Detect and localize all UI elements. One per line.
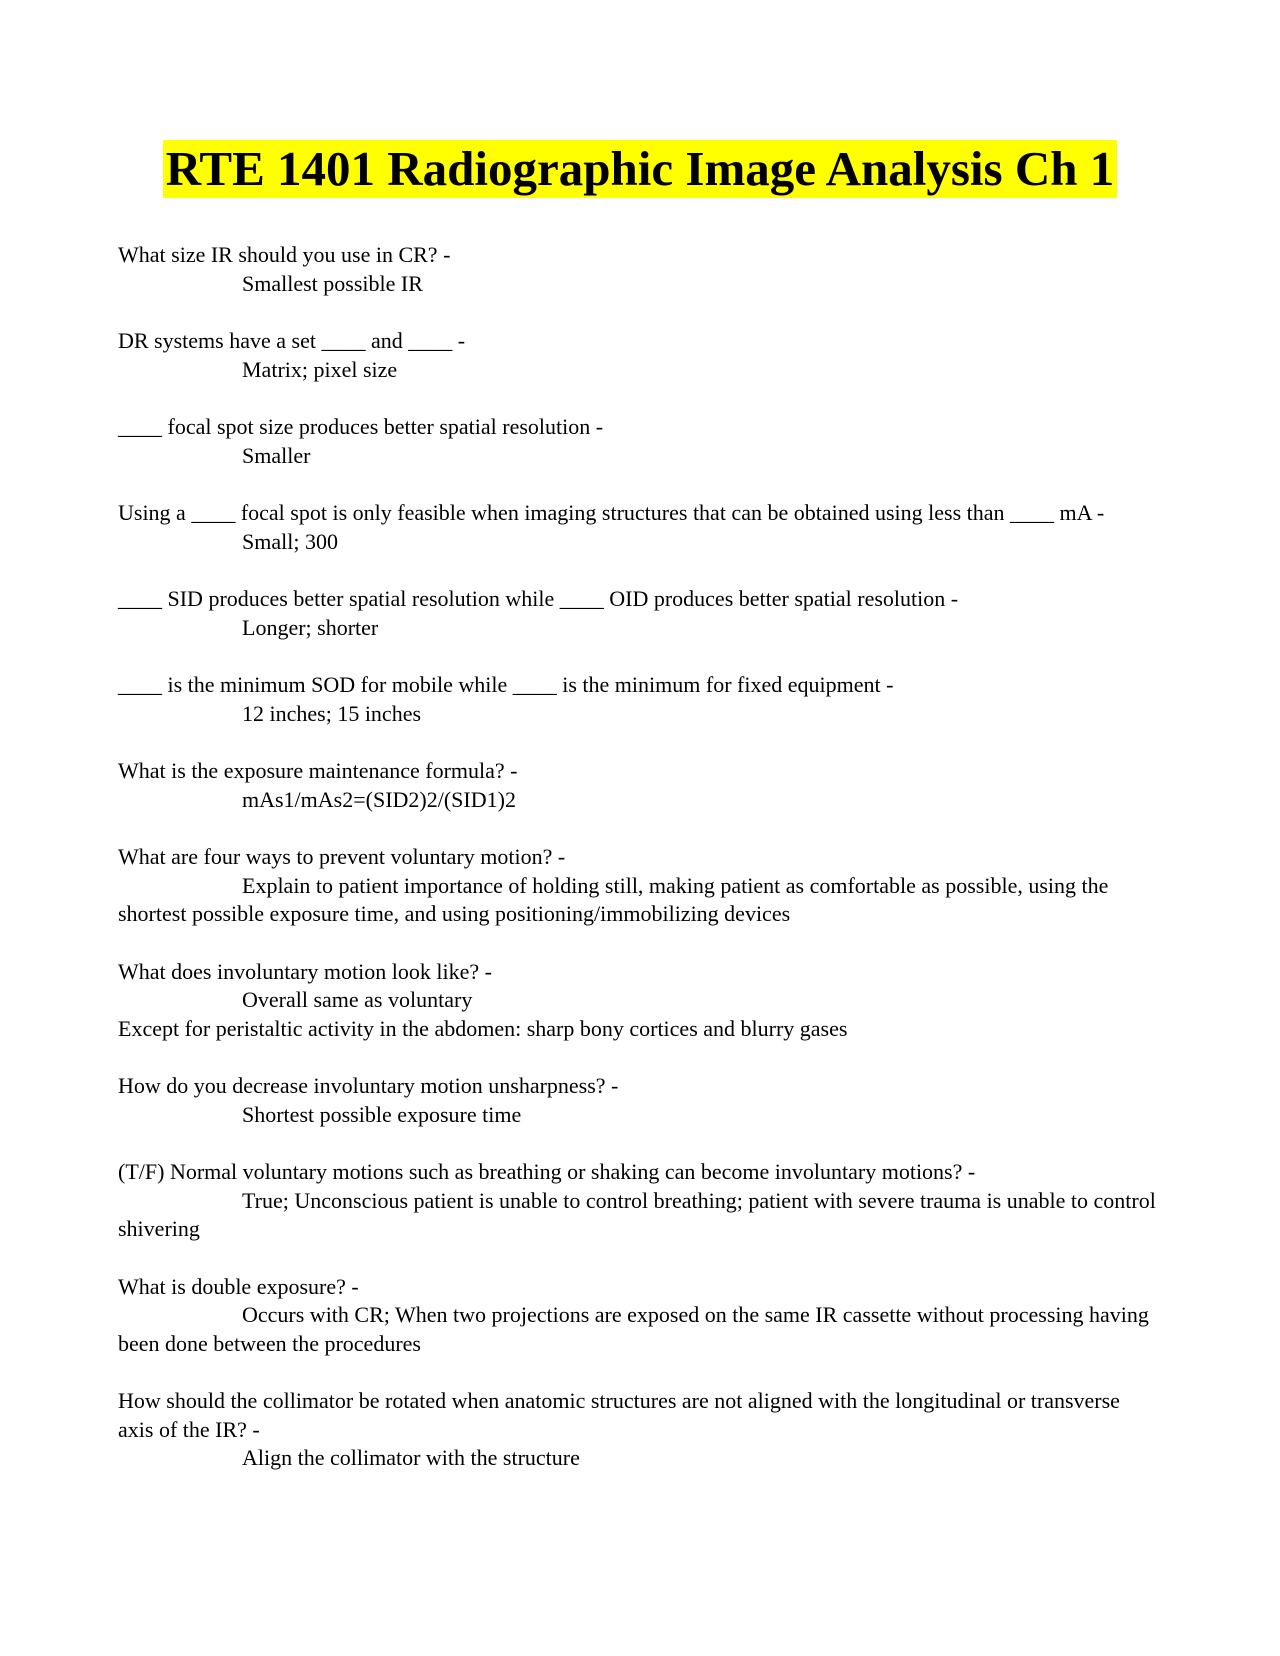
qa-item [118,671,1158,728]
answer-text: Smaller [242,442,311,468]
qa-item [118,585,1158,642]
question-text: How do you decrease involuntary motion unsharpness? - [118,1073,619,1098]
question-text: ____ SID produces better spatial resolution while ____ OID produces better spatial resolution - [118,586,959,611]
question-text: Using a ____ focal spot is only feasible when imaging structures that can be obtained using less than ____ mA - [118,500,1105,525]
qa-item [118,241,1158,298]
qa-list [118,241,1158,1502]
answer-text: Shortest possible exposure time [242,1101,522,1127]
question-text: ____ is the minimum SOD for mobile while ____ is the minimum for fixed equipment - [118,672,894,697]
answer-text: mAs1/mAs2=(SID2)2/(SID1)2 [242,786,516,812]
qa-item [118,1072,1158,1129]
qa-item [118,413,1158,470]
question-text: How should the collimator be rotated when anatomic structures are not aligned with the longitudinal or transverse axis of the IR? - [118,1388,1120,1442]
qa-item [118,499,1158,556]
answer-extra-text: Except for peristaltic activity in the abdomen: sharp bony cortices and blurry gases [118,1015,848,1041]
answer-text: Longer; shorter [242,614,379,640]
qa-item [118,1273,1158,1359]
answer-text: Explain to patient importance of holding still, making patient as comfortable as possible, using the shortest possible exposure time, and using positioning/immobilizing devices [118,872,1109,926]
answer-text: Occurs with CR; When two projections are exposed on the same IR cassette without processing having been done between the procedures [118,1302,1149,1356]
answer-text: Small; 300 [242,528,338,554]
question-text: What does involuntary motion look like? - [118,958,492,984]
qa-item [118,1158,1158,1244]
qa-item [118,327,1158,384]
document-title: RTE 1401 Radiographic Image Analysis Ch 1 [163,140,1117,198]
title-container [0,140,1280,198]
question-text: What size IR should you use in CR? - [118,242,451,267]
qa-item [118,757,1158,814]
question-text: What are four ways to prevent voluntary motion? - [118,844,566,869]
question-text: (T/F) Normal voluntary motions such as breathing or shaking can become involuntary motions? - [118,1159,976,1184]
answer-text: Matrix; pixel size [242,356,398,382]
qa-item [118,958,1158,1044]
answer-text: True; Unconscious patient is unable to control breathing; patient with severe trauma is unable to control shivering [118,1187,1156,1241]
question-text: What is double exposure? - [118,1273,359,1299]
question-text: DR systems have a set ____ and ____ - [118,328,466,353]
answer-text: Smallest possible IR [242,270,423,296]
answer-text: 12 inches; 15 inches [242,700,422,726]
question-text: ____ focal spot size produces better spatial resolution - [118,414,604,439]
qa-item [118,1387,1158,1473]
question-text: What is the exposure maintenance formula? - [118,758,518,783]
qa-item [118,843,1158,929]
answer-text: Align the collimator with the structure [242,1445,580,1470]
answer-text: Overall same as voluntary [242,987,473,1012]
